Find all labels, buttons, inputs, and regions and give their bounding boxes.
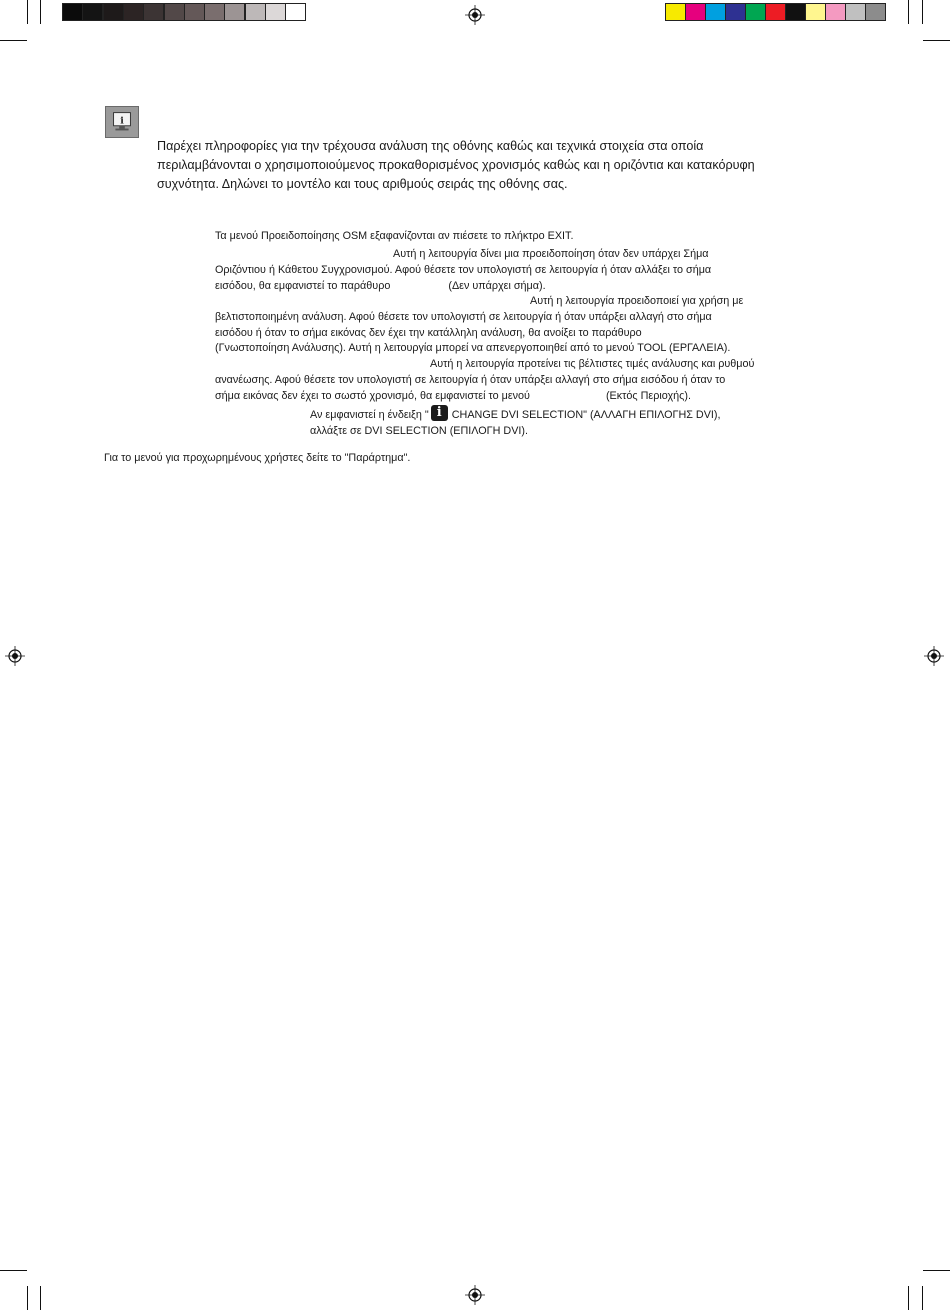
no-signal-line: (Δεν υπάρχει σήμα). [448, 279, 546, 292]
resolution-notifier-paragraph [215, 294, 855, 357]
crop-mark-top-right-v2 [922, 0, 923, 24]
color-swatch [745, 3, 766, 21]
crop-mark-bottom-left-v2 [40, 1286, 41, 1310]
color-swatch [805, 3, 826, 21]
out-of-range-line: Αυτή η λειτουργία προτείνει τις βέλτιστες τιμές ανάλυσης και ρυθμού [430, 358, 755, 370]
crop-mark-top-right-v [908, 0, 909, 24]
crop-mark-bottom-right-v [908, 1286, 909, 1310]
crop-mark-top-left-v [27, 0, 28, 24]
grayscale-swatch [265, 3, 286, 21]
registration-target-left-icon [5, 646, 25, 666]
resolution-notifier-line: Αυτή η λειτουργία προειδοποιεί για χρήση με [530, 295, 744, 307]
dvi-note-line: Αν εμφανιστεί η ένδειξη " [310, 409, 429, 421]
crop-mark-bottom-right-v2 [922, 1286, 923, 1310]
svg-text:i: i [120, 115, 124, 127]
dvi-selection-note [310, 405, 721, 440]
grayscale-swatch [103, 3, 124, 21]
color-swatch [705, 3, 726, 21]
grayscale-swatch [164, 3, 185, 21]
grayscale-swatch [224, 3, 245, 21]
color-swatch [785, 3, 806, 21]
grayscale-swatch [62, 3, 83, 21]
crop-mark-bottom-right-h [923, 1270, 950, 1271]
grayscale-swatch [184, 3, 205, 21]
color-swatch [845, 3, 866, 21]
monitor-info-icon [105, 106, 139, 138]
description-line: Παρέχει πληροφορίες για την τρέχουσα ανάλυση της οθόνης καθώς και τεχνικά στοιχεία στα οποία [157, 139, 704, 153]
info-icon: i [431, 405, 448, 421]
dvi-note-line: αλλάξτε σε DVI SELECTION (ΕΠΙΛΟΓΗ DVI). [310, 424, 529, 437]
color-swatch [685, 3, 706, 21]
out-of-range-paragraph [215, 357, 855, 404]
color-swatch [825, 3, 846, 21]
crop-mark-top-right-h [923, 40, 950, 41]
out-of-range-line: ανανέωσης. Αφού θέσετε τον υπολογιστή σε λειτουργία ή όταν υπάρξει αλλαγή στο σήμα εισόδου ή όταν το [215, 373, 726, 386]
crop-mark-bottom-left-v [27, 1286, 28, 1310]
registration-target-bottom-icon [465, 1285, 485, 1305]
color-swatch [865, 3, 886, 21]
registration-target-right-icon [924, 646, 944, 666]
grayscale-swatch [245, 3, 266, 21]
color-swatch [665, 3, 686, 21]
registration-target-top-icon [465, 5, 485, 25]
grayscale-swatch [285, 3, 306, 21]
no-signal-line: εισόδου, θα εμφανιστεί το παράθυρο [215, 279, 391, 292]
grayscale-swatch [204, 3, 225, 21]
dvi-note-line: CHANGE DVI SELECTION" (ΑΛΛΑΓΗ ΕΠΙΛΟΓΗΣ DVI), [451, 409, 721, 421]
color-swatch [765, 3, 786, 21]
no-signal-line: Οριζόντιου ή Κάθετου Συγχρονισμού. Αφού θέσετε τον υπολογιστή σε λειτουργία ή όταν αλλάξει το σήμα [215, 263, 712, 276]
crop-mark-top-left-v2 [40, 0, 41, 24]
grayscale-swatch [82, 3, 103, 21]
crop-mark-bottom-left-h [0, 1270, 27, 1271]
grayscale-swatch [123, 3, 144, 21]
crop-mark-top-left-h [0, 40, 27, 41]
advanced-menu-note: Για το μενού για προχωρημένους χρήστες δείτε το "Παράρτημα". [104, 452, 411, 464]
resolution-notifier-line: (Γνωστοποίηση Ανάλυσης). Αυτή η λειτουργία μπορεί να απενεργοποιηθεί από το μενού TOOL (ΕΡΓΑΛΕΙΑ). [215, 342, 731, 355]
resolution-notifier-line: εισόδου ή όταν το σήμα εικόνας δεν έχει την κατάλληλη ανάλυση, θα ανοίξει το παράθυρο [215, 326, 642, 339]
out-of-range-line: σήμα εικόνας δεν έχει το σωστό χρονισμό, θα εμφανιστεί το μενού [215, 389, 530, 402]
osm-exit-note: Τα μενού Προειδοποίησης OSM εξαφανίζονται αν πιέσετε το πλήκτρο EXIT. [215, 230, 574, 242]
information-description [157, 137, 847, 194]
no-signal-line: Αυτή η λειτουργία δίνει μια προειδοποίηση όταν δεν υπάρχει Σήμα [393, 248, 709, 260]
description-line: περιλαμβάνονται ο χρησιμοποιούμενος προκαθορισμένος χρονισμός καθώς και η οριζόντια και κατακόρυφη [157, 158, 755, 172]
resolution-notifier-line: βελτιστοποιημένη ανάλυση. Αφού θέσετε τον υπολογιστή σε λειτουργία ή όταν υπάρξει αλλαγή στο σήμα [215, 310, 712, 323]
no-signal-paragraph [215, 247, 855, 294]
color-swatch [725, 3, 746, 21]
grayscale-swatch [143, 3, 164, 21]
description-line: συχνότητα. Δηλώνει το μοντέλο και τους αριθμούς σειράς της οθόνης σας. [157, 177, 568, 191]
out-of-range-line: (Εκτός Περιοχής). [605, 389, 691, 402]
